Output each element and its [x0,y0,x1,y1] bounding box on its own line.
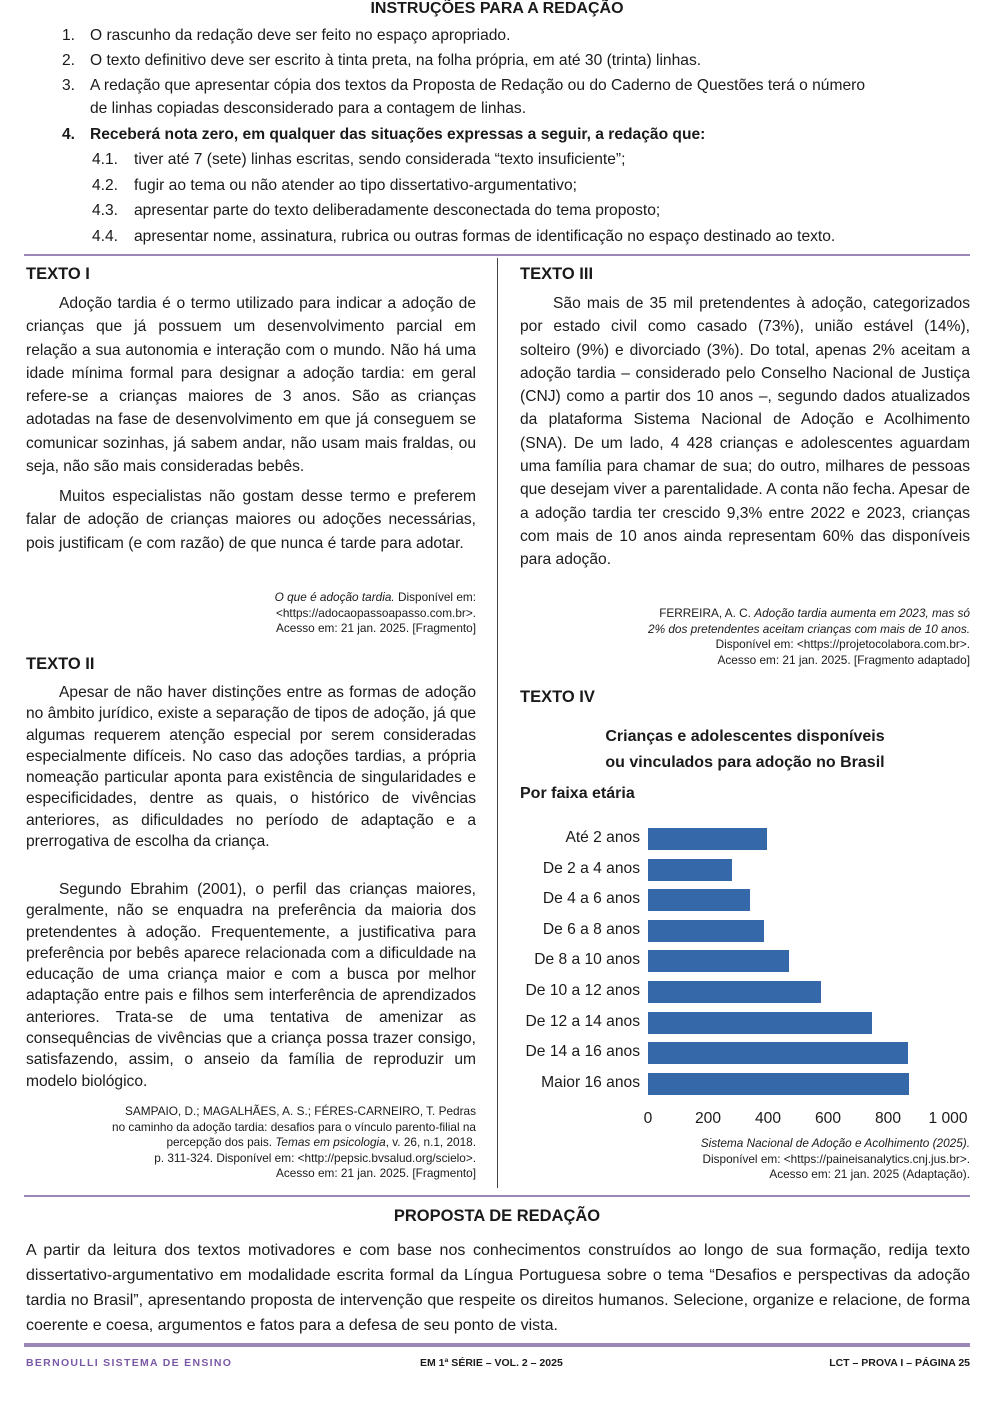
bar [648,828,767,850]
source-url: <https://adocaopassoapasso.com.br>. [275,605,476,620]
texto1-paragraph-1: Adoção tardia é o termo utilizado para indicar a adoção de crianças que já possuem um desenvolvimento parcial em relação a sua autonomia e interação com o mundo. Não há uma idade mínima formal para designar a adoção tardia: em geral refere-se a crianças maiores de 3 anos. São as crianças adotadas na fase de desenvolvimento em que já conseguem se comunicar sozinhas, já sabem andar, não usam mais fraldas, ou seja, não são mais consideradas bebês. [26,295,476,476]
instruction-number: 1. [62,27,76,44]
sub-instruction-4-1 [92,150,625,170]
source-title: no caminho da adoção tardia: desafios para o vínculo parento-filial na [112,1119,476,1134]
x-tick-label: 200 [694,1110,722,1127]
source-url: Disponível em: <https://paineisanalytics.cnj.jus.br>. [702,1151,970,1166]
bar-category-label: De 10 a 12 anos [525,982,640,999]
chart-title-line-1: Crianças e adolescentes disponíveis [605,728,885,745]
proposta-text: A partir da leitura dos textos motivadores e com base nos conhecimentos construídos ao longo de sua formação, redija texto dissertativo-argumentativo em modalidade escrita formal da Língua Portuguesa sobre o tema “Desafios e perspectivas da adoção tardia no Brasil”, apresentando proposta de intervenção que respeite os direitos humanos. Selecione, organize e relacione, de forma coerente e coesa, argumentos e fatos para a defesa de seu ponto de vista. [26,1242,970,1334]
texto3-source [520,606,970,668]
source-volume: , v. 26, n.1, 2018. [385,1135,476,1149]
bar [648,920,764,942]
instruction-4 [62,125,705,145]
instruction-number: 2. [62,52,76,69]
bar [648,950,789,972]
bar-category-label: De 12 a 14 anos [525,1012,640,1030]
bar-category-label: De 2 a 4 anos [542,859,640,877]
source-title: Adoção tardia aumenta em 2023, mas só [754,606,970,620]
source-url: p. 311-324. Disponível em: <http://pepsic.bvsalud.org/scielo>. [154,1150,476,1165]
x-tick-label: 800 [874,1110,902,1127]
texto2-heading: TEXTO II [26,655,95,673]
source-title: Sistema Nacional de Adoção e Acolhimento (2025). [700,1136,970,1150]
bar [648,981,821,1003]
texto2-paragraph-1: Apesar de não haver distinções entre as formas de adoção no âmbito jurídico, existe a separação de tipos de adoção, já que algumas requerem atenção especial por serem consideradas especialmente difíceis. No caso das adoções tardias, a própria nomeação particular aponta para existência de singularidades e especificidades, dentre as quais, o histórico de vivências anteriores, as dificuldades no período de adaptação e a prerrogativa de escolha da criança. [26,684,476,851]
source-author: FERREIRA, A. C. [659,606,755,620]
instruction-number: 4.4. [92,228,119,245]
instruction-text: apresentar nome, assinatura, rubrica ou outras formas de identificação no espaço destinado ao texto. [134,228,836,245]
texto4-heading: TEXTO IV [520,688,595,706]
sub-instruction-4-4 [92,227,835,247]
instruction-text: O rascunho da redação deve ser feito no espaço apropriado. [90,27,511,44]
x-tick-label: 600 [814,1110,842,1127]
source-access: Acesso em: 21 jan. 2025. [Fragmento adaptado] [717,652,970,667]
bar-category-label: De 6 a 8 anos [542,920,640,938]
instruction-number: 4.3. [92,202,119,219]
footer-page: LCT – PROVA I – PÁGINA 25 [829,1357,970,1369]
footer-divider [24,1343,970,1347]
chart-title-line-2: ou vinculados para adoção no Brasil [605,754,885,771]
instruction-number: 4. [62,126,76,143]
texto4-source [520,1136,970,1183]
texto3-paragraph: São mais de 35 mil pretendentes à adoção, categorizados por estado civil como casado (73%), união estável (14%), solteiro (9%) e divorciado (3%). Do total, apenas 2% aceitam a adoção tardia – considerado pelo Conselho Nacional de Justiça (CNJ) como a partir dos 10 anos –, segundo dados atualizados da plataforma Sistema Nacional de Adoção e Acolhimento (SNA). De um lado, 4 428 crianças e adolescentes aguardam uma família para chamar de sua; do outro, milhares de pessoas que desejam viver a parentalidade. A conta não fecha. Apesar de a adoção tardia ter crescido 9,3% entre 2022 e 2023, crianças com mais de 10 anos ainda representam 60% das disponíveis para adoção. [520,295,970,569]
instruction-text: A redação que apresentar cópia dos textos da Proposta de Redação ou do Caderno de Questões terá o número [90,77,866,94]
texto1-heading: TEXTO I [26,265,90,283]
source-title: O que é adoção tardia. [274,590,395,604]
divider [24,254,970,256]
proposta-heading: PROPOSTA DE REDAÇÃO [393,1207,601,1225]
page-title: INSTRUÇÕES PARA A REDAÇÃO [370,0,624,17]
instruction-text: O texto definitivo deve ser escrito à tinta preta, na folha própria, em até 30 (trinta) linhas. [90,52,702,69]
column-divider [497,258,498,1188]
instruction-text: fugir ao tema ou não atender ao tipo dissertativo-argumentativo; [134,177,577,194]
bar-category-label: Maior 16 anos [541,1073,640,1091]
chart-subtitle: Por faixa etária [520,785,635,802]
bar [648,859,732,881]
instruction-number: 4.2. [92,177,119,194]
source-journal: Temas em psicologia [275,1135,386,1149]
texto2-source [26,1104,476,1182]
x-tick-label: 0 [643,1110,653,1127]
instruction-text: tiver até 7 (sete) linhas escritas, sendo considerada “texto insuficiente”; [134,151,626,168]
x-tick-label: 400 [754,1110,782,1127]
texto3-heading: TEXTO III [520,265,594,283]
texto1-paragraph-2: Muitos especialistas não gostam desse termo e preferem falar de adoção de crianças maiores ou adoções necessárias, pois justificam (e com razão) de que nunca é tarde para adotar. [26,488,476,552]
instruction-1 [62,26,510,46]
bar [648,1042,908,1064]
instruction-3-cont: de linhas copiadas desconsiderado para a contagem de linhas. [90,100,527,117]
source-title-cont: 2% dos pretendentes aceitam crianças com mais de 10 anos. [648,621,970,636]
sub-instruction-4-3 [92,201,660,221]
footer-series: EM 1ª SÉRIE – VOL. 2 – 2025 [420,1357,563,1369]
instruction-text: apresentar parte do texto deliberadamente desconectada do tema proposto; [134,202,661,219]
source-access: Acesso em: 21 jan. 2025 (Adaptação). [769,1167,970,1181]
bar-category-label: De 8 a 10 anos [534,951,640,969]
chart-title [520,724,970,776]
x-tick-label: 1 000 [928,1110,968,1127]
instruction-number: 3. [62,77,76,94]
source-url: Disponível em: <https://projetocolabora.com.br>. [715,637,970,651]
source-access: Acesso em: 21 jan. 2025. [Fragmento] [276,621,476,635]
source-text: Disponível em: [394,590,476,604]
bar-category-label: De 4 a 6 anos [542,890,640,908]
sub-instruction-4-2 [92,176,577,196]
instruction-2 [62,51,701,71]
instruction-3 [62,76,974,96]
texto1-source [176,590,476,637]
instruction-text: Receberá nota zero, em qualquer das situações expressas a seguir, a redação que: [90,126,706,143]
source-title-end: percepção dos pais. [166,1135,276,1149]
bar-category-label: Até 2 anos [565,829,640,846]
texto2-paragraph-2: Segundo Ebrahim (2001), o perfil das crianças maiores, geralmente, não se enquadra na preferência da maioria dos pretendentes à adoção. Frequentemente, a justificativa para preferência por bebês aparece relacionada com a dificuldade na educação de uma criança maior e com a busca por melhor adaptação entre pais e filhos sem interferência de aprendizados anteriores. Trata-se de uma tentativa de amenizar as consequências de vivências que a criança possa trazer consigo, satisfazendo, assim, o anseio da família de reproduzir um modelo biológico. [26,881,476,1090]
bar-category-label: De 14 a 16 anos [525,1043,640,1061]
bar [648,1073,909,1095]
footer-brand: BERNOULLI SISTEMA DE ENSINO [26,1357,233,1369]
divider [24,1195,970,1197]
bar [648,1012,872,1034]
source-access: Acesso em: 21 jan. 2025. [Fragmento] [276,1166,476,1180]
source-authors: SAMPAIO, D.; MAGALHÃES, A. S.; FÉRES-CARNEIRO, T. Pedras [125,1104,476,1118]
bar [648,889,750,911]
instruction-number: 4.1. [92,151,119,168]
